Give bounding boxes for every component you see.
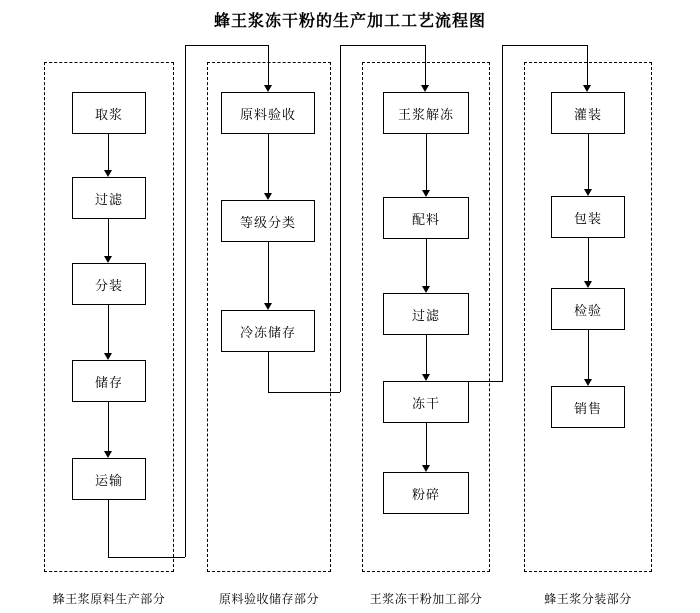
arrow-col2-to-col3 [421, 85, 429, 92]
node-col1-2[interactable]: 分装 [72, 263, 146, 305]
column-caption-4: 蜂王浆分装部分 [544, 592, 632, 606]
arrow-col4-0-1 [584, 189, 592, 196]
connector-col1-to-col2-h2 [185, 45, 268, 46]
column-caption-3: 王浆冻干粉加工部分 [369, 592, 483, 606]
node-col3-2[interactable]: 过滤 [383, 293, 469, 335]
connector-col3-3-4 [426, 423, 427, 465]
connector-col1-1-2 [108, 219, 109, 256]
connector-col2-to-col3-v1 [268, 352, 269, 392]
node-col1-0[interactable]: 取浆 [72, 92, 146, 134]
connector-col2-0-1 [268, 134, 269, 193]
node-col2-0[interactable]: 原料验收 [221, 92, 315, 134]
node-col3-4[interactable]: 粉碎 [383, 472, 469, 514]
connector-col1-3-4 [108, 402, 109, 451]
arrow-col4-1-2 [584, 281, 592, 288]
arrow-col2-1-2 [264, 303, 272, 310]
column-caption-2: 原料验收储存部分 [218, 592, 319, 606]
node-col3-3[interactable]: 冻干 [383, 381, 469, 423]
node-col4-3[interactable]: 销售 [551, 386, 625, 428]
connector-col3-1-2 [426, 239, 427, 286]
connector-col2-to-col3-v3 [425, 45, 426, 85]
arrow-col1-0-1 [104, 170, 112, 177]
connector-col3-to-col4-h1 [469, 381, 502, 382]
connector-col3-to-col4-v2 [587, 45, 588, 85]
connector-col4-0-1 [588, 134, 589, 189]
node-col1-3[interactable]: 储存 [72, 360, 146, 402]
connector-col3-2-3 [426, 335, 427, 374]
node-col2-2[interactable]: 冷冻储存 [221, 310, 315, 352]
arrow-col4-2-3 [584, 379, 592, 386]
node-col4-0[interactable]: 灌装 [551, 92, 625, 134]
node-col4-2[interactable]: 检验 [551, 288, 625, 330]
column-caption-1: 蜂王浆原料生产部分 [52, 592, 166, 606]
connector-col1-to-col2-v2 [185, 45, 186, 557]
page-title: 蜂王浆冻干粉的生产加工工艺流程图 [213, 13, 486, 30]
connector-col1-2-3 [108, 305, 109, 353]
arrow-col1-to-col2 [264, 85, 272, 92]
connector-col2-to-col3-h2 [340, 45, 425, 46]
connector-col1-to-col2-v3 [268, 45, 269, 85]
arrow-col3-to-col4 [583, 85, 591, 92]
arrow-col3-1-2 [422, 286, 430, 293]
node-col2-1[interactable]: 等级分类 [221, 200, 315, 242]
node-col3-1[interactable]: 配料 [383, 197, 469, 239]
connector-col3-0-1 [426, 134, 427, 190]
connector-col1-to-col2-h [108, 557, 185, 558]
node-col1-4[interactable]: 运输 [72, 458, 146, 500]
arrow-col2-0-1 [264, 193, 272, 200]
arrow-col1-2-3 [104, 353, 112, 360]
connector-col2-1-2 [268, 242, 269, 303]
arrow-col3-0-1 [422, 190, 430, 197]
connector-col3-to-col4-v1 [502, 45, 503, 382]
arrow-col3-3-4 [422, 465, 430, 472]
connector-col1-to-col2-v1 [108, 500, 109, 557]
arrow-col3-2-3 [422, 374, 430, 381]
connector-col4-1-2 [588, 238, 589, 281]
arrow-col1-1-2 [104, 256, 112, 263]
node-col1-1[interactable]: 过滤 [72, 177, 146, 219]
connector-col4-2-3 [588, 330, 589, 379]
arrow-col1-3-4 [104, 451, 112, 458]
node-col4-1[interactable]: 包装 [551, 196, 625, 238]
connector-col2-to-col3-v2 [340, 45, 341, 392]
node-col3-0[interactable]: 王浆解冻 [383, 92, 469, 134]
connector-col1-0-1 [108, 134, 109, 170]
connector-col2-to-col3-h1 [268, 392, 340, 393]
connector-col3-to-col4-h2 [502, 45, 587, 46]
